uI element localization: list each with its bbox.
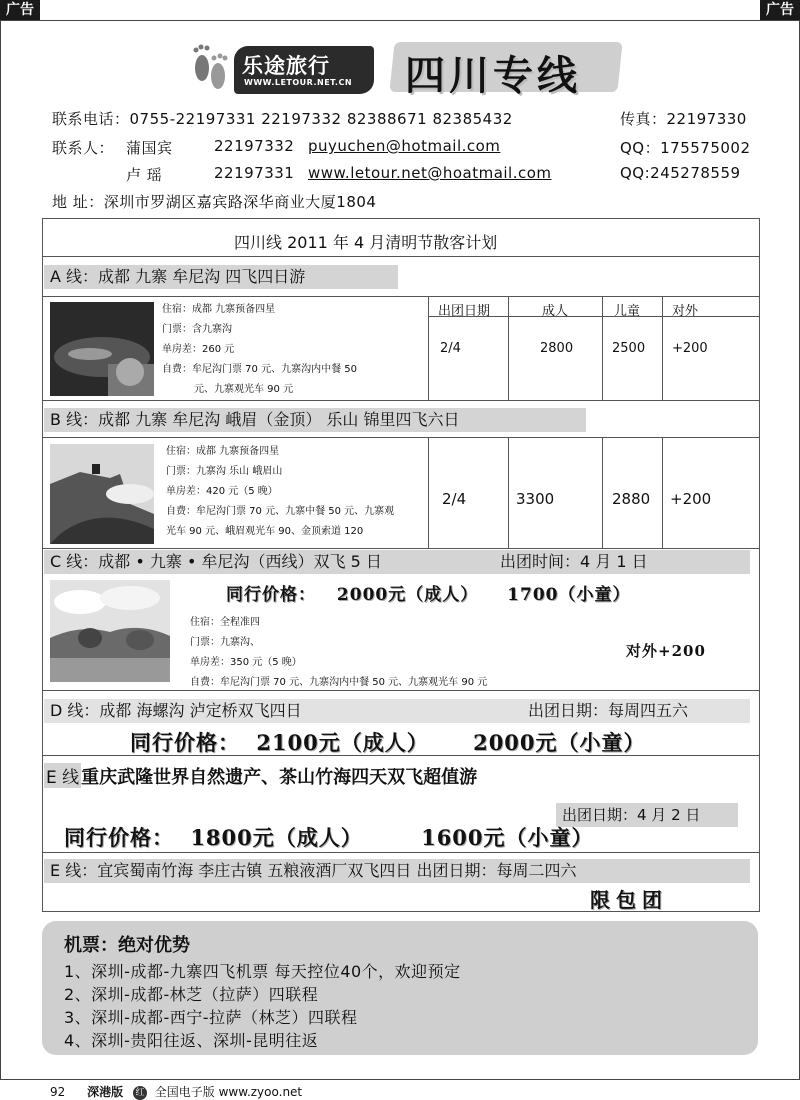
contact-phone-1: 22197332 xyxy=(214,137,295,155)
contact-email-2[interactable]: www.letour.net@hoatmail.com xyxy=(308,164,552,182)
price-adult: 2000元（成人） xyxy=(336,585,479,605)
ad-tag-left: 广告 xyxy=(0,0,40,20)
divider xyxy=(42,548,760,549)
phone-row xyxy=(52,108,513,129)
ticket-heading: 机票：绝对优势 xyxy=(64,935,190,956)
detail-line: 自费：牟尼沟门票 70 元、九寨中餐 50 元、九寨观 xyxy=(166,506,395,517)
line-b-date: 2/4 xyxy=(442,490,467,508)
contact-email-1[interactable]: puyuchen@hotmail.com xyxy=(308,137,501,155)
line-d-title-bar xyxy=(44,699,750,723)
contact-person-label: 联系人： xyxy=(52,139,115,157)
line-e1-prefix: E 线 xyxy=(44,763,81,788)
line-e1-depart: 出团日期：4 月 2 日 xyxy=(556,803,738,827)
address: 地 址：深圳市罗湖区嘉宾路深华商业大厦1804 xyxy=(52,193,377,211)
logo-url: WWW.LETOUR.NET.CN xyxy=(244,78,353,87)
header-adult: 成人 xyxy=(542,304,569,319)
ticket-panel xyxy=(42,921,758,1055)
divider xyxy=(42,400,760,401)
ticket-item: 4、深圳-贵阳往返、深圳-昆明往返 xyxy=(64,1031,319,1050)
contact-phone-2: 22197331 xyxy=(214,164,295,182)
line-b-title: B 线：成都 九寨 牟尼沟 峨眉（金顶） 乐山 锦里四飞六日 xyxy=(44,408,586,432)
contact-qq-2: QQ:245278559 xyxy=(620,164,741,182)
line-c-photo xyxy=(50,580,170,682)
line-a-photo xyxy=(50,302,154,396)
line-e2-note: 限包团 xyxy=(590,888,668,912)
fax: 传真：22197330 xyxy=(620,110,747,128)
line-c-external: 对外+200 xyxy=(626,642,706,660)
logo-badge xyxy=(234,46,374,94)
detail-line: 住宿：成都 九寨预备四星 xyxy=(166,446,280,457)
line-d-title: D 线：成都 海螺沟 泸定桥双飞四日 xyxy=(50,701,302,720)
contact-name-1: 蒲国宾 xyxy=(126,139,173,157)
price-label: 同行价格： xyxy=(130,730,240,755)
footprint-icon xyxy=(188,38,234,96)
phone-label: 联系电话： xyxy=(52,110,130,128)
line-b-child: 2880 xyxy=(612,490,651,508)
logo-name: 乐途旅行 xyxy=(242,54,330,78)
header-date: 出团日期 xyxy=(438,304,491,319)
detail-line: 光车 90 元、峨眉观光车 90、金顶索道 120 xyxy=(166,526,364,537)
price-label: 同行价格： xyxy=(226,585,316,605)
price-adult: 2100元（成人） xyxy=(256,730,429,755)
ad-tag-right: 广告 xyxy=(760,0,800,20)
divider xyxy=(662,437,663,548)
phone-numbers: 0755-22197331 22197332 82388671 82385432 xyxy=(129,110,513,128)
divider xyxy=(602,437,603,548)
edition-badge: 红 xyxy=(133,1086,147,1100)
divider xyxy=(508,437,509,548)
detail-line: 门票：九寨沟、 xyxy=(190,637,260,648)
divider xyxy=(428,437,429,548)
header-child: 儿童 xyxy=(614,304,641,319)
detail-line: 单房差：260 元 xyxy=(162,344,235,355)
detail-line: 单房差：350 元（5 晚） xyxy=(190,657,302,668)
line-c-depart: 出团时间：4 月 1 日 xyxy=(500,552,648,571)
edition-label: 深港版 xyxy=(87,1085,124,1099)
contact-name-2: 卢 瑶 xyxy=(126,166,163,184)
line-c-title: C 线：成都 • 九寨 • 牟尼沟（西线）双飞 5 日 xyxy=(50,552,382,571)
ticket-item: 3、深圳-成都-西宁-拉萨（林芝）四联程 xyxy=(64,1008,358,1027)
plan-title: 四川线 2011 年 4 月清明节散客计划 xyxy=(234,233,498,252)
line-a-child: 2500 xyxy=(612,341,646,356)
line-c-price xyxy=(226,580,631,605)
price-child: 2000元（小童） xyxy=(473,730,646,755)
detail-line: 住宿：成都 九寨预备四星 xyxy=(162,304,276,315)
price-label: 同行价格： xyxy=(64,825,174,850)
line-e2-title: E 线：宜宾蜀南竹海 李庄古镇 五粮液酒厂双飞四日 出团日期：每周二四六 xyxy=(44,859,750,883)
detail-line: 门票：含九寨沟 xyxy=(162,324,232,335)
divider xyxy=(42,852,760,853)
line-a-date: 2/4 xyxy=(440,341,461,356)
header-external: 对外 xyxy=(672,304,699,319)
line-b-details xyxy=(166,442,394,542)
detail-line: 元、九寨观光车 90 元 xyxy=(194,384,294,395)
line-d-price xyxy=(130,727,646,757)
contact-qq-1: QQ：175575002 xyxy=(620,139,751,157)
line-d-depart: 出团日期：每周四五六 xyxy=(528,701,689,720)
line-title: 四川专线 xyxy=(405,53,581,99)
price-child: 1600元（小童） xyxy=(421,825,594,850)
detail-line: 自费：牟尼沟门票 70 元、九寨沟内中餐 50 xyxy=(162,364,357,375)
line-b-adult: 3300 xyxy=(516,490,555,508)
detail-line: 单房差：420 元（5 晚） xyxy=(166,486,278,497)
site-url[interactable]: 全国电子版 www.zyoo.net xyxy=(154,1085,303,1099)
line-b-external: +200 xyxy=(670,490,712,508)
line-c-title-bar xyxy=(44,550,750,574)
detail-line: 门票：九寨沟 乐山 峨眉山 xyxy=(166,466,283,477)
line-a-adult: 2800 xyxy=(540,341,574,356)
divider xyxy=(602,296,603,400)
line-e1-title-row xyxy=(44,763,750,789)
page-footer xyxy=(50,1083,302,1100)
detail-line: 自费：牟尼沟门票 70 元、九寨沟内中餐 50 元、九寨观光车 90 元 xyxy=(190,677,488,688)
brand-logo xyxy=(188,38,378,100)
divider xyxy=(508,296,509,400)
line-a-external: +200 xyxy=(672,341,708,356)
detail-line: 住宿：全程准四 xyxy=(190,617,260,628)
divider xyxy=(428,296,429,400)
line-b-photo xyxy=(50,444,154,544)
ticket-item: 2、深圳-成都-林芝（拉萨）四联程 xyxy=(64,985,319,1004)
line-c-details xyxy=(190,613,487,693)
divider xyxy=(662,296,663,400)
divider xyxy=(42,437,760,438)
line-a-title: A 线：成都 九寨 牟尼沟 四飞四日游 xyxy=(44,265,398,289)
line-a-details xyxy=(162,300,357,400)
price-adult: 1800元（成人） xyxy=(190,825,363,850)
ticket-item: 1、深圳-成都-九寨四飞机票 每天控位40个，欢迎预定 xyxy=(64,962,461,981)
line-e1-title: 重庆武隆世界自然遗产、茶山竹海四天双飞超值游 xyxy=(81,767,478,788)
page-number: 92 xyxy=(50,1085,66,1099)
price-child: 1700（小童） xyxy=(507,585,631,605)
divider xyxy=(42,256,760,257)
divider xyxy=(42,296,760,297)
line-e1-price xyxy=(64,822,594,852)
